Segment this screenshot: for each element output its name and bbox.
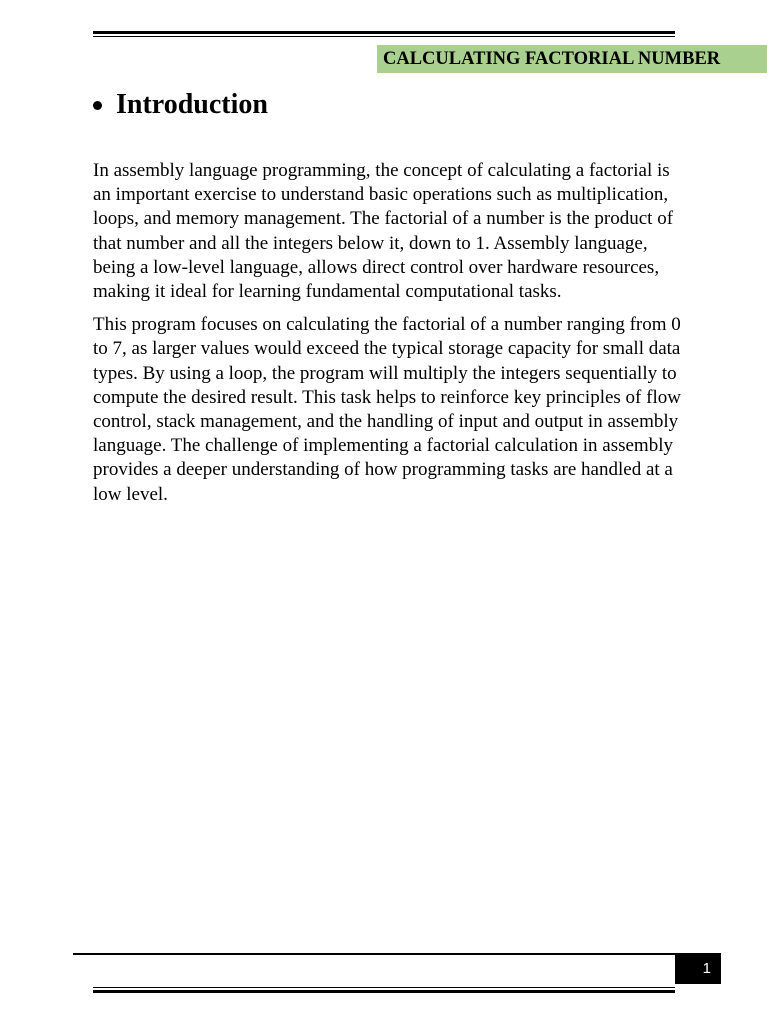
section-heading — [93, 86, 268, 124]
paragraph: In assembly language programming, the concept of calculating a factorial is an important exercise to understand basic operations such as multiplication, loops, and memory management. The factorial of a number is the product of that number and all the integers below it, down to 1. Assembly language, being a low-level language, allows direct control over hardware resources, making it ideal for learning fundamental computational tasks. — [93, 160, 674, 303]
footer-rule — [73, 953, 721, 955]
section-heading-text: Introduction — [116, 89, 268, 120]
document-title-tag: CALCULATING FACTORIAL NUMBER — [377, 45, 767, 73]
bullet-icon — [93, 101, 102, 110]
page-number: 1 — [675, 954, 721, 984]
bottom-rule-thin — [93, 987, 675, 988]
header-rule-thick — [93, 31, 675, 34]
bottom-rule-thick — [93, 990, 675, 993]
header-rule-thin — [93, 36, 675, 37]
paragraph: This program focuses on calculating the factorial of a number ranging from 0 to 7, as larger values would exceed the typical storage capacity for small data types. By using a loop, the program will multiply the integers sequentially to compute the desired result. This task helps to reinforce key principles of flow control, stack management, and the handling of input and output in assembly language. The challenge of implementing a factorial calculation in assembly provides a deeper understanding of how programming tasks are handled at a low level. — [93, 314, 681, 505]
body-text — [93, 159, 683, 516]
